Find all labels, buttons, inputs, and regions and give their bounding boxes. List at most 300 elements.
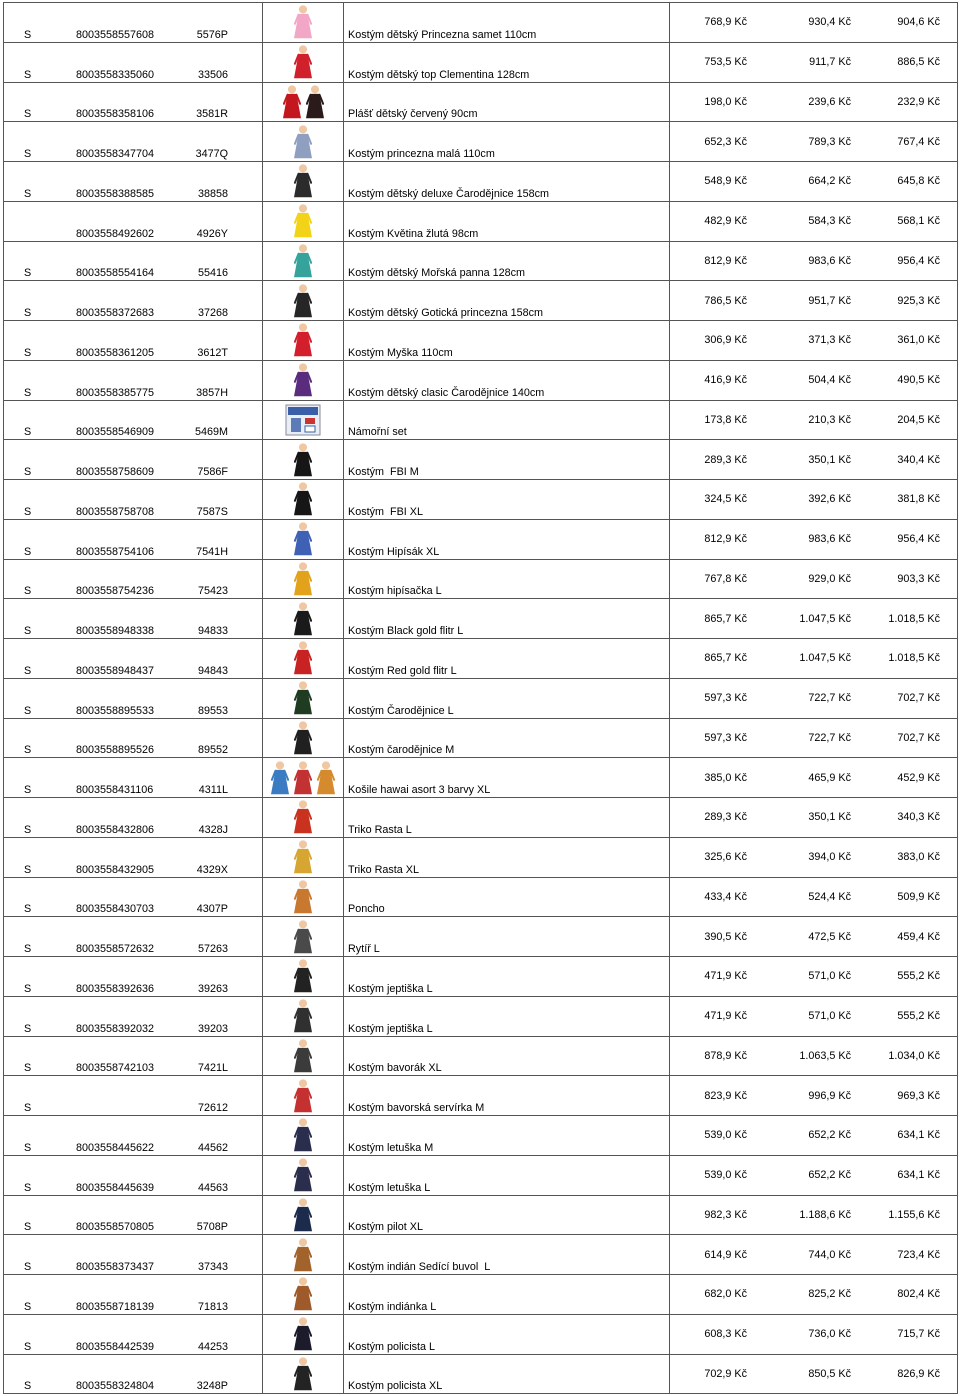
price-1: 289,3 Kč <box>704 453 747 466</box>
stock-flag: S <box>3 1235 67 1274</box>
stock-flag: S <box>3 3 67 42</box>
product-code: 94833 <box>197 625 228 637</box>
table-row <box>3 321 958 361</box>
product-name: Kostým princezna malá 110cm <box>344 122 670 161</box>
price-3: 452,9 Kč <box>855 758 958 797</box>
product-thumbnail <box>262 83 344 122</box>
price-1: 812,9 Kč <box>704 533 747 546</box>
product-thumbnail <box>262 480 344 519</box>
price-3: 886,5 Kč <box>855 43 958 82</box>
ean-code: 8003558347704 <box>76 148 155 160</box>
stock-flag: S <box>3 242 67 281</box>
price-3: 383,0 Kč <box>855 838 958 877</box>
price-3: 715,7 Kč <box>855 1315 958 1354</box>
product-code: 44562 <box>197 1141 228 1154</box>
product-code: 4328J <box>198 823 228 836</box>
costume-figure-icon <box>292 958 314 994</box>
table-row <box>3 1037 958 1077</box>
table-row <box>3 1275 958 1315</box>
stock-flag: S <box>3 520 67 559</box>
product-thumbnail <box>262 997 344 1036</box>
product-code: 57263 <box>197 943 228 955</box>
stock-flag: S <box>3 440 67 479</box>
product-code: 39203 <box>197 1022 228 1035</box>
product-thumbnail <box>262 321 344 360</box>
table-row <box>3 162 958 202</box>
price-2: 472,5 Kč <box>808 930 851 943</box>
costume-figure-icon <box>292 879 314 915</box>
product-name: Kostým letuška M <box>344 1116 670 1155</box>
table-row <box>3 639 958 679</box>
ean-code: 8003558557608 <box>76 28 155 41</box>
product-code: 7421L <box>197 1062 228 1075</box>
stock-flag: S <box>3 560 67 599</box>
table-row <box>3 957 958 997</box>
costume-figure-icon <box>292 322 314 358</box>
product-name: Plášť dětský červený 90cm <box>344 83 670 122</box>
product-code: 71813 <box>197 1300 228 1313</box>
price-1: 786,5 Kč <box>704 294 747 307</box>
costume-figure-icon <box>292 1356 314 1392</box>
ean-code: 8003558895526 <box>76 744 155 757</box>
price-2: 239,6 Kč <box>808 95 851 108</box>
price-1: 433,4 Kč <box>704 890 747 903</box>
price-3: 702,7 Kč <box>855 719 958 758</box>
costume-figure-icon <box>292 1276 314 1312</box>
product-thumbnail <box>262 1116 344 1155</box>
price-2: 652,2 Kč <box>808 1169 851 1182</box>
product-code: 7587S <box>196 505 228 518</box>
table-row <box>3 83 958 123</box>
product-thumbnail <box>262 560 344 599</box>
costume-figure-icon <box>292 283 314 319</box>
price-1: 865,7 Kč <box>704 652 747 665</box>
price-1: 325,6 Kč <box>704 851 747 864</box>
price-3: 555,2 Kč <box>855 957 958 996</box>
product-code: 94843 <box>197 664 228 677</box>
table-row <box>3 1355 958 1395</box>
price-2: 722,7 Kč <box>808 731 851 744</box>
price-1: 823,9 Kč <box>704 1089 747 1102</box>
price-3: 1.155,6 Kč <box>855 1196 958 1235</box>
stock-flag: S <box>3 1355 67 1394</box>
ean-code: 8003558432905 <box>76 863 155 876</box>
product-name: Kostým Čarodějnice L <box>344 679 670 718</box>
costume-figure-icon <box>292 124 314 160</box>
stock-flag: S <box>3 878 67 917</box>
price-1: 812,9 Kč <box>704 254 747 267</box>
product-code: 37343 <box>197 1261 228 1273</box>
costume-figure-icon <box>292 720 314 756</box>
price-3: 969,3 Kč <box>855 1076 958 1115</box>
price-2: 571,0 Kč <box>808 970 851 983</box>
price-3: 381,8 Kč <box>855 480 958 519</box>
price-3: 723,4 Kč <box>855 1235 958 1274</box>
stock-flag: S <box>3 43 67 82</box>
product-code: 33506 <box>197 68 228 81</box>
costume-figure-icon <box>292 44 314 80</box>
product-code: 55416 <box>197 267 228 280</box>
table-row <box>3 281 958 321</box>
price-2: 664,2 Kč <box>808 175 851 188</box>
price-1: 768,9 Kč <box>704 16 747 29</box>
product-name: Košile hawai asort 3 barvy XL <box>344 758 670 797</box>
product-name: Kostým bavorák XL <box>344 1037 670 1076</box>
ean-code: 8003558432806 <box>76 823 155 836</box>
product-name: Kostým Black gold flitr L <box>344 599 670 638</box>
ean-code: 8003558392636 <box>76 982 155 995</box>
stock-flag: S <box>3 1037 67 1076</box>
price-2: 951,7 Kč <box>808 294 851 307</box>
product-name: Triko Rasta XL <box>344 838 670 877</box>
product-name: Rytíř L <box>344 917 670 956</box>
price-3: 904,6 Kč <box>855 3 958 42</box>
product-name: Kostým jeptiška L <box>344 997 670 1036</box>
price-3: 1.034,0 Kč <box>855 1037 958 1076</box>
product-thumbnail <box>262 878 344 917</box>
table-row <box>3 599 958 639</box>
product-code: 7541H <box>196 545 228 558</box>
table-row <box>3 480 958 520</box>
price-3: 1.018,5 Kč <box>855 599 958 638</box>
price-2: 850,5 Kč <box>808 1367 851 1380</box>
table-row <box>3 997 958 1037</box>
price-2: 983,6 Kč <box>808 533 851 546</box>
price-3: 490,5 Kč <box>855 361 958 400</box>
product-code: 4307P <box>196 903 228 916</box>
stock-flag: S <box>3 83 67 122</box>
costume-figure-icon <box>292 4 314 40</box>
product-thumbnail <box>262 43 344 82</box>
table-row <box>3 838 958 878</box>
product-name: Kostým dětský Mořská panna 128cm <box>344 242 670 281</box>
product-thumbnail <box>262 599 344 638</box>
costume-figure-icon <box>292 442 314 478</box>
product-thumbnail <box>262 1315 344 1354</box>
product-thumbnail <box>262 520 344 559</box>
costume-figure-icon <box>292 998 314 1034</box>
price-2: 392,6 Kč <box>808 493 851 506</box>
price-2: 465,9 Kč <box>808 771 851 784</box>
stock-flag: S <box>3 361 67 400</box>
product-thumbnail <box>262 639 344 678</box>
costume-figure-icon <box>292 1078 314 1114</box>
price-3: 767,4 Kč <box>855 122 958 161</box>
price-2: 371,3 Kč <box>808 334 851 347</box>
product-code: 89553 <box>197 704 228 717</box>
price-2: 930,4 Kč <box>808 16 851 29</box>
product-thumbnail <box>262 679 344 718</box>
stock-flag: S <box>3 1116 67 1155</box>
product-code: 3612T <box>197 346 228 359</box>
product-thumbnail <box>262 1235 344 1274</box>
costume-figure-icon <box>315 760 337 796</box>
product-code: 3581R <box>196 108 228 121</box>
price-3: 555,2 Kč <box>855 997 958 1036</box>
product-name: Kostým hipísačka L <box>344 560 670 599</box>
price-3: 232,9 Kč <box>855 83 958 122</box>
table-row <box>3 202 958 242</box>
table-row <box>3 560 958 600</box>
costume-figure-icon <box>292 243 314 279</box>
costume-figure-icon <box>292 203 314 239</box>
stock-flag: S <box>3 480 67 519</box>
product-thumbnail <box>262 719 344 758</box>
ean-code: 8003558718139 <box>76 1300 155 1313</box>
price-1: 306,9 Kč <box>704 334 747 347</box>
price-3: 956,4 Kč <box>855 520 958 559</box>
product-name: Kostým Red gold flitr L <box>344 639 670 678</box>
product-code: 3857H <box>196 386 228 399</box>
product-name: Kostým jeptiška L <box>344 957 670 996</box>
product-thumbnail <box>262 1196 344 1235</box>
ean-code: 8003558572632 <box>76 943 155 955</box>
price-2: 394,0 Kč <box>808 851 851 864</box>
product-thumbnail <box>262 242 344 281</box>
price-3: 826,9 Kč <box>855 1355 958 1394</box>
costume-figure-icon <box>292 1038 314 1074</box>
price-1: 865,7 Kč <box>704 612 747 625</box>
costume-figure-icon <box>292 760 314 796</box>
price-3: 340,4 Kč <box>855 440 958 479</box>
costume-figure-icon <box>292 1157 314 1193</box>
price-2: 350,1 Kč <box>808 811 851 824</box>
price-1: 539,0 Kč <box>704 1129 747 1142</box>
ean-code: 8003558742103 <box>76 1062 155 1075</box>
price-2: 789,3 Kč <box>808 135 851 148</box>
product-name: Kostým pilot XL <box>344 1196 670 1235</box>
price-1: 390,5 Kč <box>704 930 747 943</box>
price-3: 568,1 Kč <box>855 202 958 241</box>
ean-code: 8003558554164 <box>76 267 155 280</box>
product-code: 5708P <box>196 1221 228 1234</box>
stock-flag: S <box>3 1315 67 1354</box>
ean-code: 8003558388585 <box>76 187 155 200</box>
product-code: 4311L <box>198 784 228 796</box>
price-3: 702,7 Kč <box>855 679 958 718</box>
product-name: Triko Rasta L <box>344 798 670 837</box>
ean-code: 8003558758609 <box>76 466 155 478</box>
product-thumbnail <box>262 1037 344 1076</box>
ean-code: 8003558392032 <box>76 1022 155 1035</box>
ean-code: 8003558570805 <box>76 1221 155 1234</box>
costume-figure-icon <box>292 521 314 557</box>
product-name: Kostým FBI XL <box>344 480 670 519</box>
price-1: 173,8 Kč <box>704 413 747 426</box>
product-name: Kostým Květina žlutá 98cm <box>344 202 670 241</box>
price-3: 634,1 Kč <box>855 1116 958 1155</box>
price-1: 652,3 Kč <box>704 135 747 148</box>
price-1: 608,3 Kč <box>704 1328 747 1341</box>
price-2: 1.047,5 Kč <box>799 612 851 625</box>
price-1: 982,3 Kč <box>704 1208 747 1221</box>
product-name: Kostým Myška 110cm <box>344 321 670 360</box>
product-code: 44563 <box>197 1181 228 1194</box>
table-row <box>3 440 958 480</box>
table-row <box>3 242 958 282</box>
stock-flag: S <box>3 1275 67 1314</box>
ean-code: 8003558385775 <box>76 386 155 399</box>
stock-flag: S <box>3 1156 67 1195</box>
costume-figure-icon <box>292 1197 314 1233</box>
product-name: Kostým policista XL <box>344 1355 670 1394</box>
product-code: 37268 <box>197 307 228 319</box>
product-code: 75423 <box>197 585 228 598</box>
stock-flag: S <box>3 838 67 877</box>
price-1: 753,5 Kč <box>704 56 747 69</box>
stock-flag: S <box>3 321 67 360</box>
stock-flag: S <box>3 719 67 758</box>
price-1: 198,0 Kč <box>704 95 747 108</box>
price-3: 459,4 Kč <box>855 917 958 956</box>
costume-figure-icon <box>292 799 314 835</box>
ean-code: 8003558445622 <box>76 1141 155 1154</box>
price-2: 911,7 Kč <box>809 56 851 69</box>
price-2: 1.063,5 Kč <box>799 1049 851 1062</box>
price-2: 504,4 Kč <box>808 374 851 387</box>
product-box-icon <box>285 404 321 436</box>
ean-code: 8003558372683 <box>76 307 155 319</box>
product-thumbnail <box>262 1076 344 1115</box>
price-3: 925,3 Kč <box>855 281 958 320</box>
ean-code: 8003558373437 <box>76 1261 155 1273</box>
ean-code: 8003558324804 <box>76 1380 155 1393</box>
product-thumbnail <box>262 758 344 797</box>
price-2: 722,7 Kč <box>808 692 851 705</box>
ean-code: 8003558948338 <box>76 625 155 637</box>
table-row <box>3 1076 958 1116</box>
stock-flag: S <box>3 997 67 1036</box>
price-1: 548,9 Kč <box>704 175 747 188</box>
product-code: 89552 <box>197 744 228 757</box>
price-2: 744,0 Kč <box>808 1248 851 1261</box>
price-3: 1.018,5 Kč <box>855 639 958 678</box>
ean-code: 8003558492602 <box>76 227 155 240</box>
price-1: 614,9 Kč <box>704 1248 747 1261</box>
price-1: 539,0 Kč <box>704 1169 747 1182</box>
price-2: 1.047,5 Kč <box>799 652 851 665</box>
costume-figure-icon <box>292 1117 314 1153</box>
stock-flag: S <box>3 401 67 440</box>
table-row <box>3 122 958 162</box>
ean-code: 8003558754236 <box>76 585 155 598</box>
stock-flag: S <box>3 957 67 996</box>
ean-code: 8003558431106 <box>76 784 154 796</box>
product-code: 5469M <box>194 426 228 439</box>
price-2: 584,3 Kč <box>808 215 851 228</box>
table-row <box>3 1235 958 1275</box>
product-code: 38858 <box>197 187 228 200</box>
price-1: 767,8 Kč <box>704 572 747 585</box>
price-2: 524,4 Kč <box>808 890 851 903</box>
product-thumbnail <box>262 1275 344 1314</box>
costume-figure-icon <box>292 919 314 955</box>
ean-code: 8003558445639 <box>76 1181 155 1194</box>
ean-code: 8003558754106 <box>76 545 155 558</box>
table-row <box>3 3 958 43</box>
price-2: 983,6 Kč <box>808 254 851 267</box>
table-row <box>3 401 958 441</box>
product-name: Kostým čarodějnice M <box>344 719 670 758</box>
price-2: 996,9 Kč <box>808 1089 851 1102</box>
table-row <box>3 878 958 918</box>
price-1: 482,9 Kč <box>704 215 747 228</box>
costume-figure-icon <box>292 1237 314 1273</box>
costume-figure-icon <box>292 481 314 517</box>
product-thumbnail <box>262 1355 344 1394</box>
costume-figure-icon <box>292 680 314 716</box>
product-thumbnail <box>262 361 344 400</box>
product-thumbnail <box>262 401 344 440</box>
stock-flag: S <box>3 639 67 678</box>
costume-figure-icon <box>281 84 303 120</box>
ean-code: 8003558361205 <box>76 346 155 359</box>
price-2: 652,2 Kč <box>808 1129 851 1142</box>
ean-code: 8003558546909 <box>76 426 155 439</box>
product-thumbnail <box>262 440 344 479</box>
table-row <box>3 758 958 798</box>
price-2: 736,0 Kč <box>808 1328 851 1341</box>
price-1: 471,9 Kč <box>704 970 747 983</box>
costume-figure-icon <box>292 163 314 199</box>
product-code: 44253 <box>197 1340 228 1353</box>
ean-code: 8003558758708 <box>76 505 155 518</box>
product-name: Kostým bavorská servírka M <box>344 1076 670 1115</box>
product-thumbnail <box>262 957 344 996</box>
table-row <box>3 520 958 560</box>
costume-figure-icon <box>292 561 314 597</box>
price-3: 204,5 Kč <box>855 401 958 440</box>
product-thumbnail <box>262 281 344 320</box>
product-thumbnail <box>262 122 344 161</box>
product-name: Poncho <box>344 878 670 917</box>
product-code: 72612 <box>197 1102 228 1114</box>
product-code: 5576P <box>196 28 228 41</box>
product-name: Kostým letuška L <box>344 1156 670 1195</box>
product-code: 3248P <box>196 1380 228 1393</box>
price-2: 210,3 Kč <box>808 413 851 426</box>
costume-figure-icon <box>292 1316 314 1352</box>
product-name: Kostým indiánka L <box>344 1275 670 1314</box>
product-name: Kostým FBI M <box>344 440 670 479</box>
price-1: 416,9 Kč <box>704 374 747 387</box>
price-2: 825,2 Kč <box>808 1288 851 1301</box>
product-name: Námořní set <box>344 401 670 440</box>
ean-code <box>67 1076 157 1115</box>
price-1: 289,3 Kč <box>704 811 747 824</box>
table-row <box>3 1156 958 1196</box>
stock-flag: S <box>3 917 67 956</box>
price-1: 471,9 Kč <box>704 1010 747 1023</box>
product-thumbnail <box>262 798 344 837</box>
price-3: 903,3 Kč <box>855 560 958 599</box>
product-code: 4329X <box>196 863 228 876</box>
price-1: 385,0 Kč <box>704 771 747 784</box>
price-3: 802,4 Kč <box>855 1275 958 1314</box>
table-row <box>3 719 958 759</box>
price-2: 929,0 Kč <box>808 572 851 585</box>
stock-flag: S <box>3 798 67 837</box>
product-thumbnail <box>262 1156 344 1195</box>
stock-flag: S <box>3 122 67 161</box>
costume-figure-icon <box>292 839 314 875</box>
product-code: 4926Y <box>196 227 228 240</box>
stock-flag: S <box>3 281 67 320</box>
price-3: 634,1 Kč <box>855 1156 958 1195</box>
table-row <box>3 679 958 719</box>
price-list-table <box>3 2 958 1394</box>
product-thumbnail <box>262 3 344 42</box>
